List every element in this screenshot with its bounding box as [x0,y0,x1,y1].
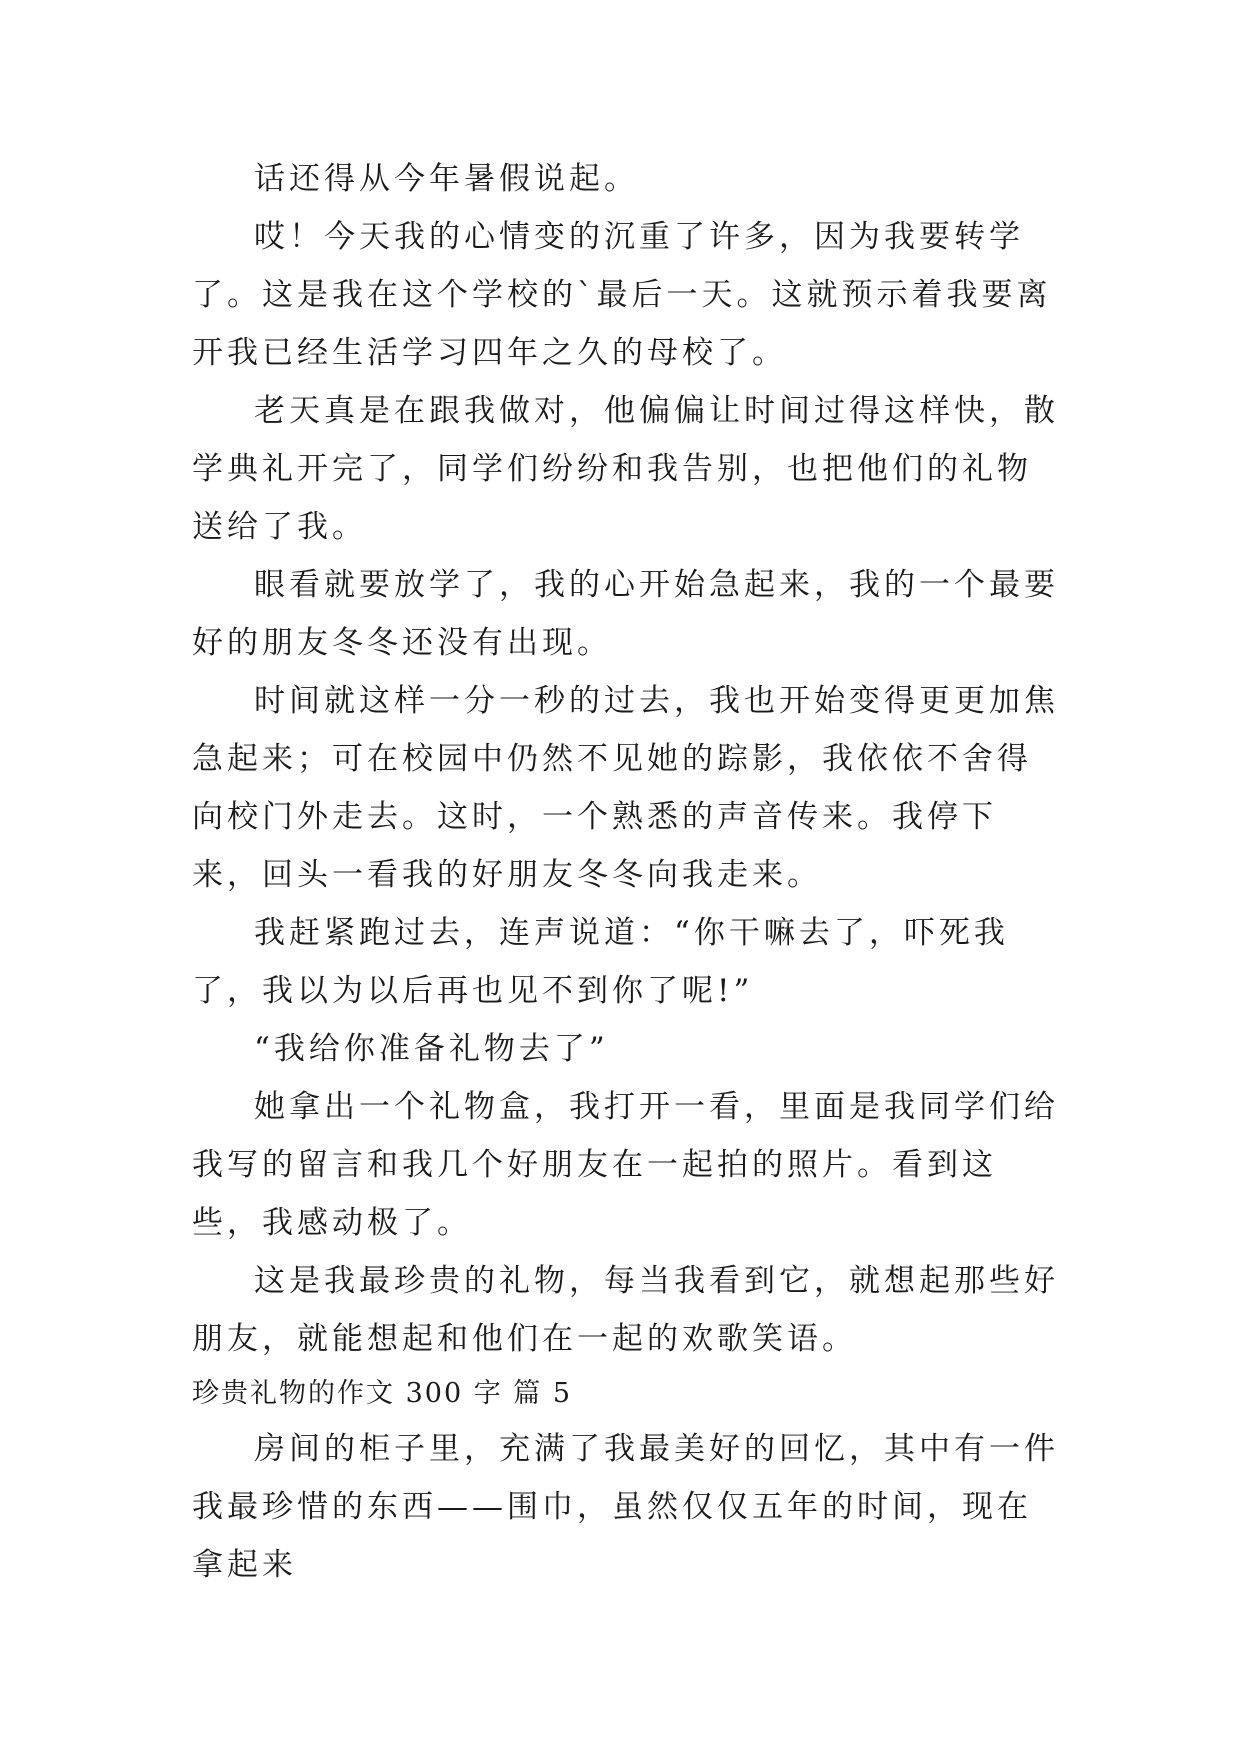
paragraph: “我给你准备礼物去了” [254,1031,609,1067]
paragraph: 我赶紧跑过去，连声说道：“你干嘛去了，吓死我了，我以为以后再也见不到你了呢!” [192,915,1009,1009]
paragraph: 这是我最珍贵的礼物，每当我看到它，就想起那些好朋友，就能想起和他们在一起的欢歌笑语。 [192,1263,1059,1357]
paragraph: 老天真是在跟我做对，他偏偏让时间过得这样快，散学典礼开完了，同学们纷纷和我告别，也把他们的礼物送给了我。 [192,393,1059,545]
paragraph: 时间就这样一分一秒的过去，我也开始变得更更加焦急起来；可在校园中仍然不见她的踪影，我依依不舍得向校门外走去。这时，一个熟悉的声音传来。我停下来，回头一看我的好朋友冬冬向我走来。 [192,683,1059,893]
paragraph: 话还得从今年暑假说起。 [254,161,639,197]
document-page [192,150,1062,1594]
section-heading: 珍贵礼物的作文 300 字 篇 5 [192,1378,573,1409]
paragraph: 哎！今天我的心情变的沉重了许多，因为我要转学了。这是我在这个学校的`最后一天。这就预示着我要离开我已经生活学习四年之久的母校了。 [192,219,1052,371]
paragraph: 她拿出一个礼物盒，我打开一看，里面是我同学们给我写的留言和我几个好朋友在一起拍的照片。看到这些，我感动极了。 [192,1089,1059,1241]
paragraph: 房间的柜子里，充满了我最美好的回忆，其中有一件我最珍惜的东西——围巾，虽然仅仅五年的时间，现在拿起来 [192,1431,1059,1583]
paragraph: 眼看就要放学了，我的心开始急起来，我的一个最要好的朋友冬冬还没有出现。 [192,567,1059,661]
